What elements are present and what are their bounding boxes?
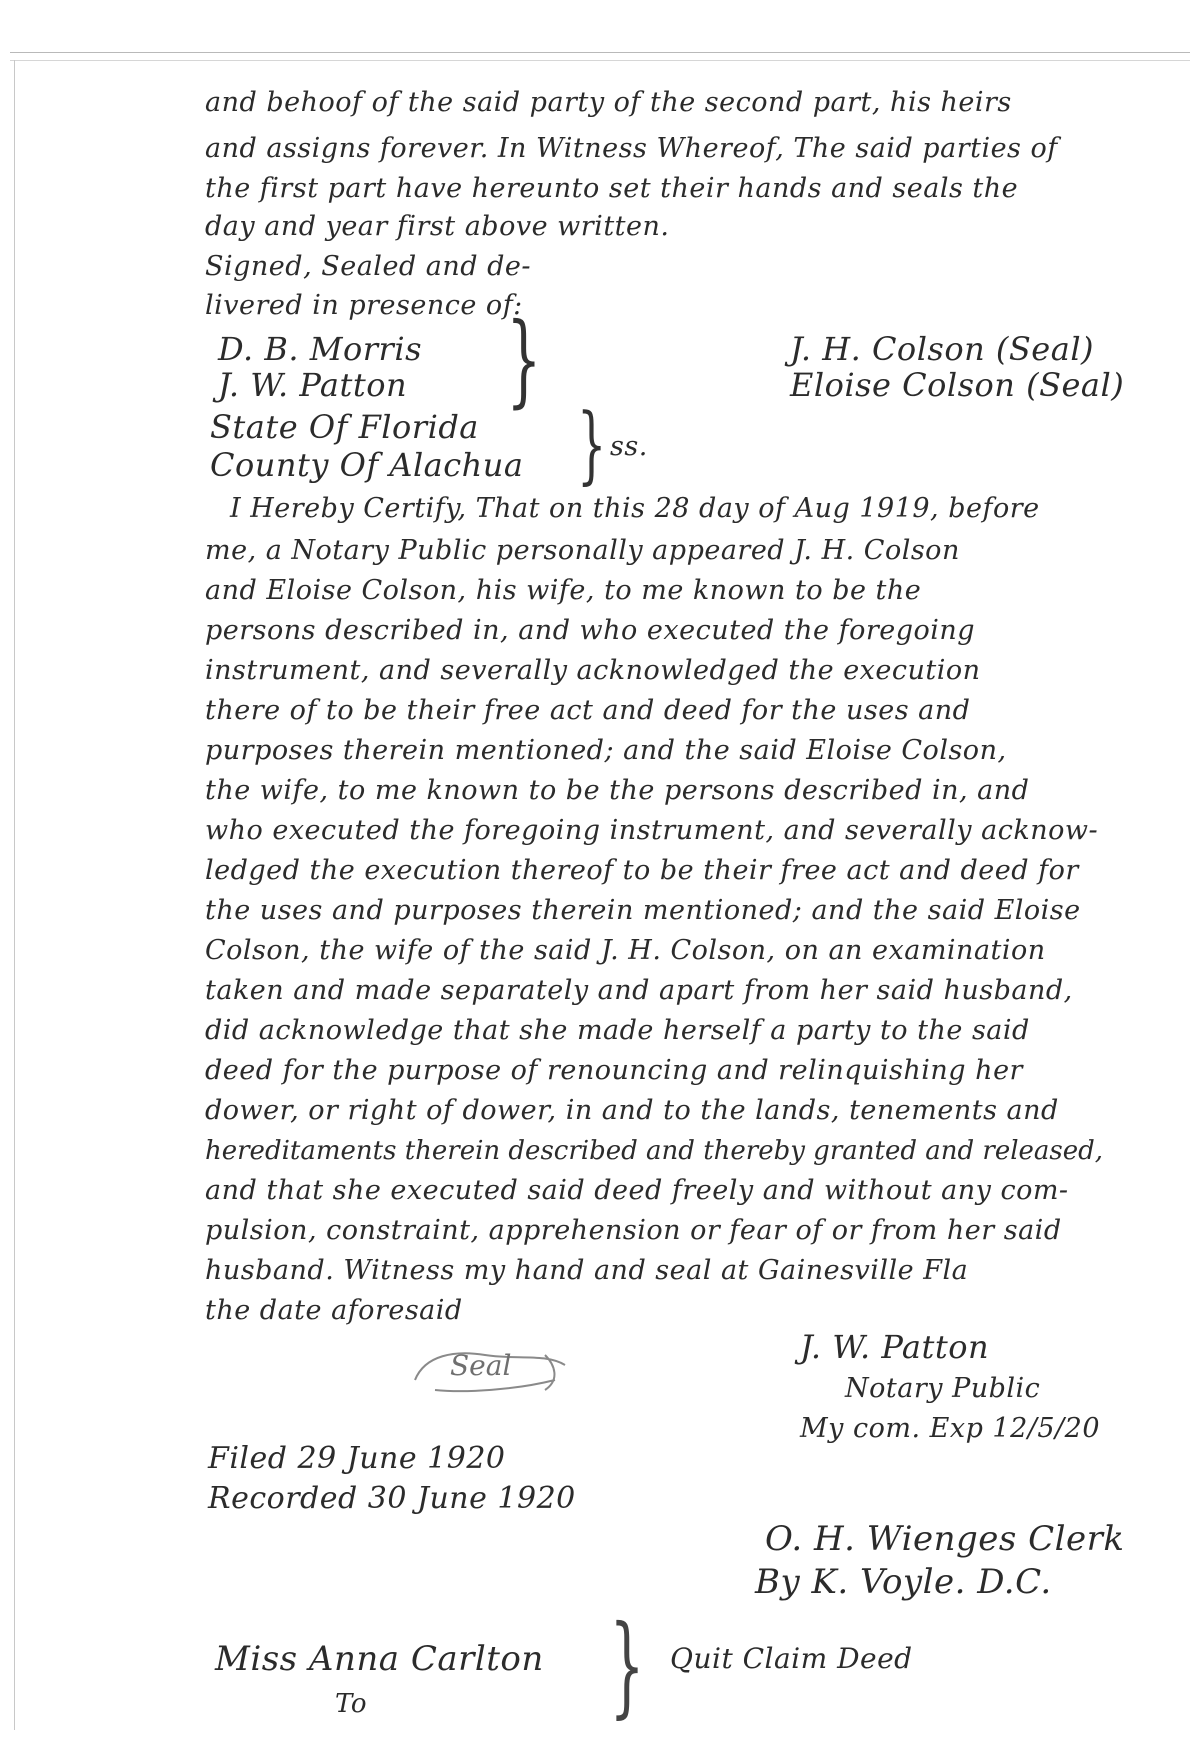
opening-line-2: and assigns forever. In Witness Whereof, The said parties of	[205, 133, 1058, 164]
grantor-signature-2: Eloise Colson (Seal)	[790, 366, 1125, 404]
certificate-line-20: husband. Witness my hand and seal at Gainesville Fla	[205, 1255, 969, 1286]
certificate-line-2: me, a Notary Public personally appeared J. H. Colson	[205, 535, 960, 566]
witness-2: J. W. Patton	[218, 366, 408, 404]
venue-county: County Of Alachua	[210, 446, 524, 484]
certificate-line-6: there of to be their free act and deed for the uses and	[205, 695, 971, 726]
grantor-signature-1: J. H. Colson (Seal)	[790, 330, 1095, 368]
notary-commission: My com. Exp 12/5/20	[800, 1413, 1101, 1444]
filed-date: Filed 29 June 1920	[208, 1441, 506, 1476]
certificate-line-10: ledged the execution thereof to be their free act and deed for	[205, 855, 1079, 886]
certificate-line-18: and that she executed said deed freely and without any com-	[205, 1175, 1069, 1206]
venue-state: State Of Florida	[210, 408, 479, 446]
certificate-line-17: hereditaments therein described and thereby granted and released,	[205, 1136, 1104, 1166]
certificate-line-12: Colson, the wife of the said J. H. Colson, on an examination	[205, 935, 1046, 966]
seal-mark	[395, 1335, 585, 1405]
signed-intro-line-2: livered in presence of:	[205, 290, 523, 321]
notary-name: J. W. Patton	[800, 1328, 990, 1366]
recorded-date: Recorded 30 June 1920	[208, 1481, 576, 1516]
left-margin-rule	[14, 60, 15, 1730]
certificate-line-1: I Hereby Certify, That on this 28 day of Aug 1919, before	[230, 493, 1040, 524]
certificate-line-8: the wife, to me known to be the persons described in, and	[205, 775, 1030, 806]
next-entry-deed-type: Quit Claim Deed	[670, 1642, 913, 1675]
certificate-line-19: pulsion, constraint, apprehension or fear of or from her said	[205, 1215, 1062, 1246]
page-top-rule	[10, 52, 1190, 53]
certificate-line-14: did acknowledge that she made herself a party to the said	[205, 1015, 1030, 1046]
venue-brace: }	[577, 395, 607, 493]
certificate-line-3: and Eloise Colson, his wife, to me known to be the	[205, 575, 922, 606]
opening-line-4: day and year first above written.	[205, 211, 670, 242]
signed-intro-line-1: Signed, Sealed and de-	[205, 251, 532, 282]
clerk-deputy: By K. Voyle. D.C.	[755, 1562, 1052, 1602]
certificate-line-4: persons described in, and who executed the foregoing	[205, 615, 976, 646]
certificate-line-7: purposes therein mentioned; and the said Eloise Colson,	[205, 735, 1007, 766]
certificate-line-16: dower, or right of dower, in and to the lands, tenements and	[205, 1095, 1059, 1126]
certificate-line-21: the date aforesaid	[205, 1295, 463, 1326]
certificate-line-15: deed for the purpose of renouncing and relinquishing her	[205, 1055, 1023, 1086]
certificate-line-9: who executed the foregoing instrument, and severally acknow-	[205, 815, 1099, 846]
next-entry-to: To	[335, 1689, 367, 1719]
venue-ss: ss.	[610, 431, 648, 462]
witness-1: D. B. Morris	[218, 330, 422, 368]
certificate-line-11: the uses and purposes therein mentioned; and the said Eloise	[205, 895, 1081, 926]
next-entry-brace: }	[609, 1601, 645, 1729]
notary-title: Notary Public	[845, 1373, 1041, 1404]
certificate-line-13: taken and made separately and apart from her said husband,	[205, 975, 1073, 1006]
seal-text: Seal	[450, 1349, 512, 1382]
opening-line-1: and behoof of the said party of the second part, his heirs	[205, 87, 1012, 118]
page-top-rule-2	[10, 60, 1190, 61]
clerk-name: O. H. Wienges Clerk	[765, 1519, 1125, 1559]
next-entry-party: Miss Anna Carlton	[215, 1639, 544, 1679]
witness-brace: }	[506, 301, 542, 418]
opening-line-3: the first part have hereunto set their hands and seals the	[205, 173, 1019, 204]
certificate-line-5: instrument, and severally acknowledged the execution	[205, 655, 981, 686]
